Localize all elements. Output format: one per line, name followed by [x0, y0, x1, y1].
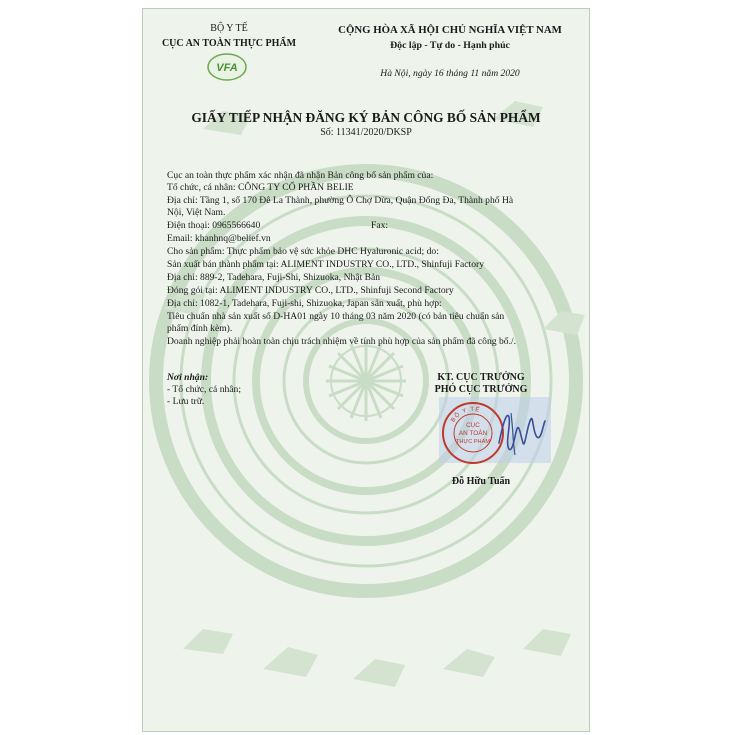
email-line: Email: khanhnq@belief.vn: [167, 233, 271, 244]
recipient-item: - Lưu trữ.: [167, 396, 205, 407]
packer-address-line: Địa chỉ: 1082-1, Tadehara, Fuji-shi, Shizuoka, Japan sản xuất, phù hợp:: [167, 298, 442, 309]
product-line: Cho sản phẩm: Thực phẩm bảo vệ sức khỏe DHC Hyaluronic acid; do:: [167, 246, 439, 257]
address-line-1: Địa chỉ: Tầng 1, số 170 Đê La Thành, phường Ô Chợ Dừa, Quận Đống Đa, Thành phố Hà: [167, 195, 514, 206]
recipient-item: - Tổ chức, cá nhân;: [167, 384, 242, 395]
document-title: GIẤY TIẾP NHẬN ĐĂNG KÝ BẢN CÔNG BỐ SẢN PHẨM: [191, 110, 541, 125]
standard-line-2: phẩm đính kèm).: [167, 323, 233, 334]
place-date: Hà Nội, ngày 16 tháng 11 năm 2020: [380, 68, 520, 79]
phone-line: Điện thoại: 0965566640: [167, 220, 261, 231]
fax-line: Fax:: [371, 220, 389, 231]
seal-center-line-1: CỤC: [466, 422, 480, 429]
manufacturer-address-line: Địa chỉ: 889-2, Tadehara, Fuji-Shi, Shizuoka, Nhật Bản: [167, 272, 381, 283]
manufacturer-line: Sản xuất bán thành phẩm tại: ALIMENT INDUSTRY CO., LTD., Shinfuji Factory: [167, 259, 485, 270]
seal-center-line-2: AN TOÀN: [458, 430, 488, 437]
packer-line: Đóng gói tại: ALIMENT INDUSTRY CO., LTD., Shinfuji Second Factory: [167, 285, 454, 296]
handwritten-signature: [493, 403, 549, 461]
signer-name: Đỗ Hữu Tuấn: [451, 476, 511, 487]
standard-line-1: Tiêu chuẩn nhà sản xuất số D-HA01 ngày 10 tháng 03 năm 2020 (có bản tiêu chuẩn sản: [167, 311, 505, 322]
organization-line: Tổ chức, cá nhân: CÔNG TY CỔ PHẦN BELIE: [167, 182, 354, 193]
department-label: CỤC AN TOÀN THỰC PHẨM: [161, 38, 297, 49]
national-motto: Độc lập - Tự do - Hạnh phúc: [390, 40, 510, 51]
address-line-2: Nội, Việt Nam.: [167, 207, 226, 218]
responsibility-line: Doanh nghiệp phải hoàn toàn chịu trách nhiệm về tính phù hợp của sản phẩm đã công bố./.: [167, 336, 517, 347]
ministry-label: BỘ Y TẾ: [210, 23, 248, 34]
vfa-logo-text: VFA: [216, 62, 238, 74]
document-number: Số: 11341/2020/DKSP: [320, 127, 412, 138]
seal-center-line-3: THỰC PHẨM: [456, 439, 490, 445]
signatory-role-2: PHÓ CỤC TRƯỞNG: [434, 384, 528, 395]
certificate-document: [142, 8, 590, 732]
recipients-heading: Nơi nhận:: [167, 372, 209, 383]
signatory-role-1: KT. CỤC TRƯỞNG: [437, 372, 525, 383]
seal-ring-text: BỘ Y TẾ: [450, 406, 481, 424]
country-heading: CỘNG HÒA XÃ HỘI CHỦ NGHĨA VIỆT NAM: [338, 24, 562, 36]
vfa-logo: [207, 52, 247, 82]
intro-line: Cục an toàn thực phẩm xác nhận đã nhận Bản công bố sản phẩm của:: [167, 170, 434, 181]
